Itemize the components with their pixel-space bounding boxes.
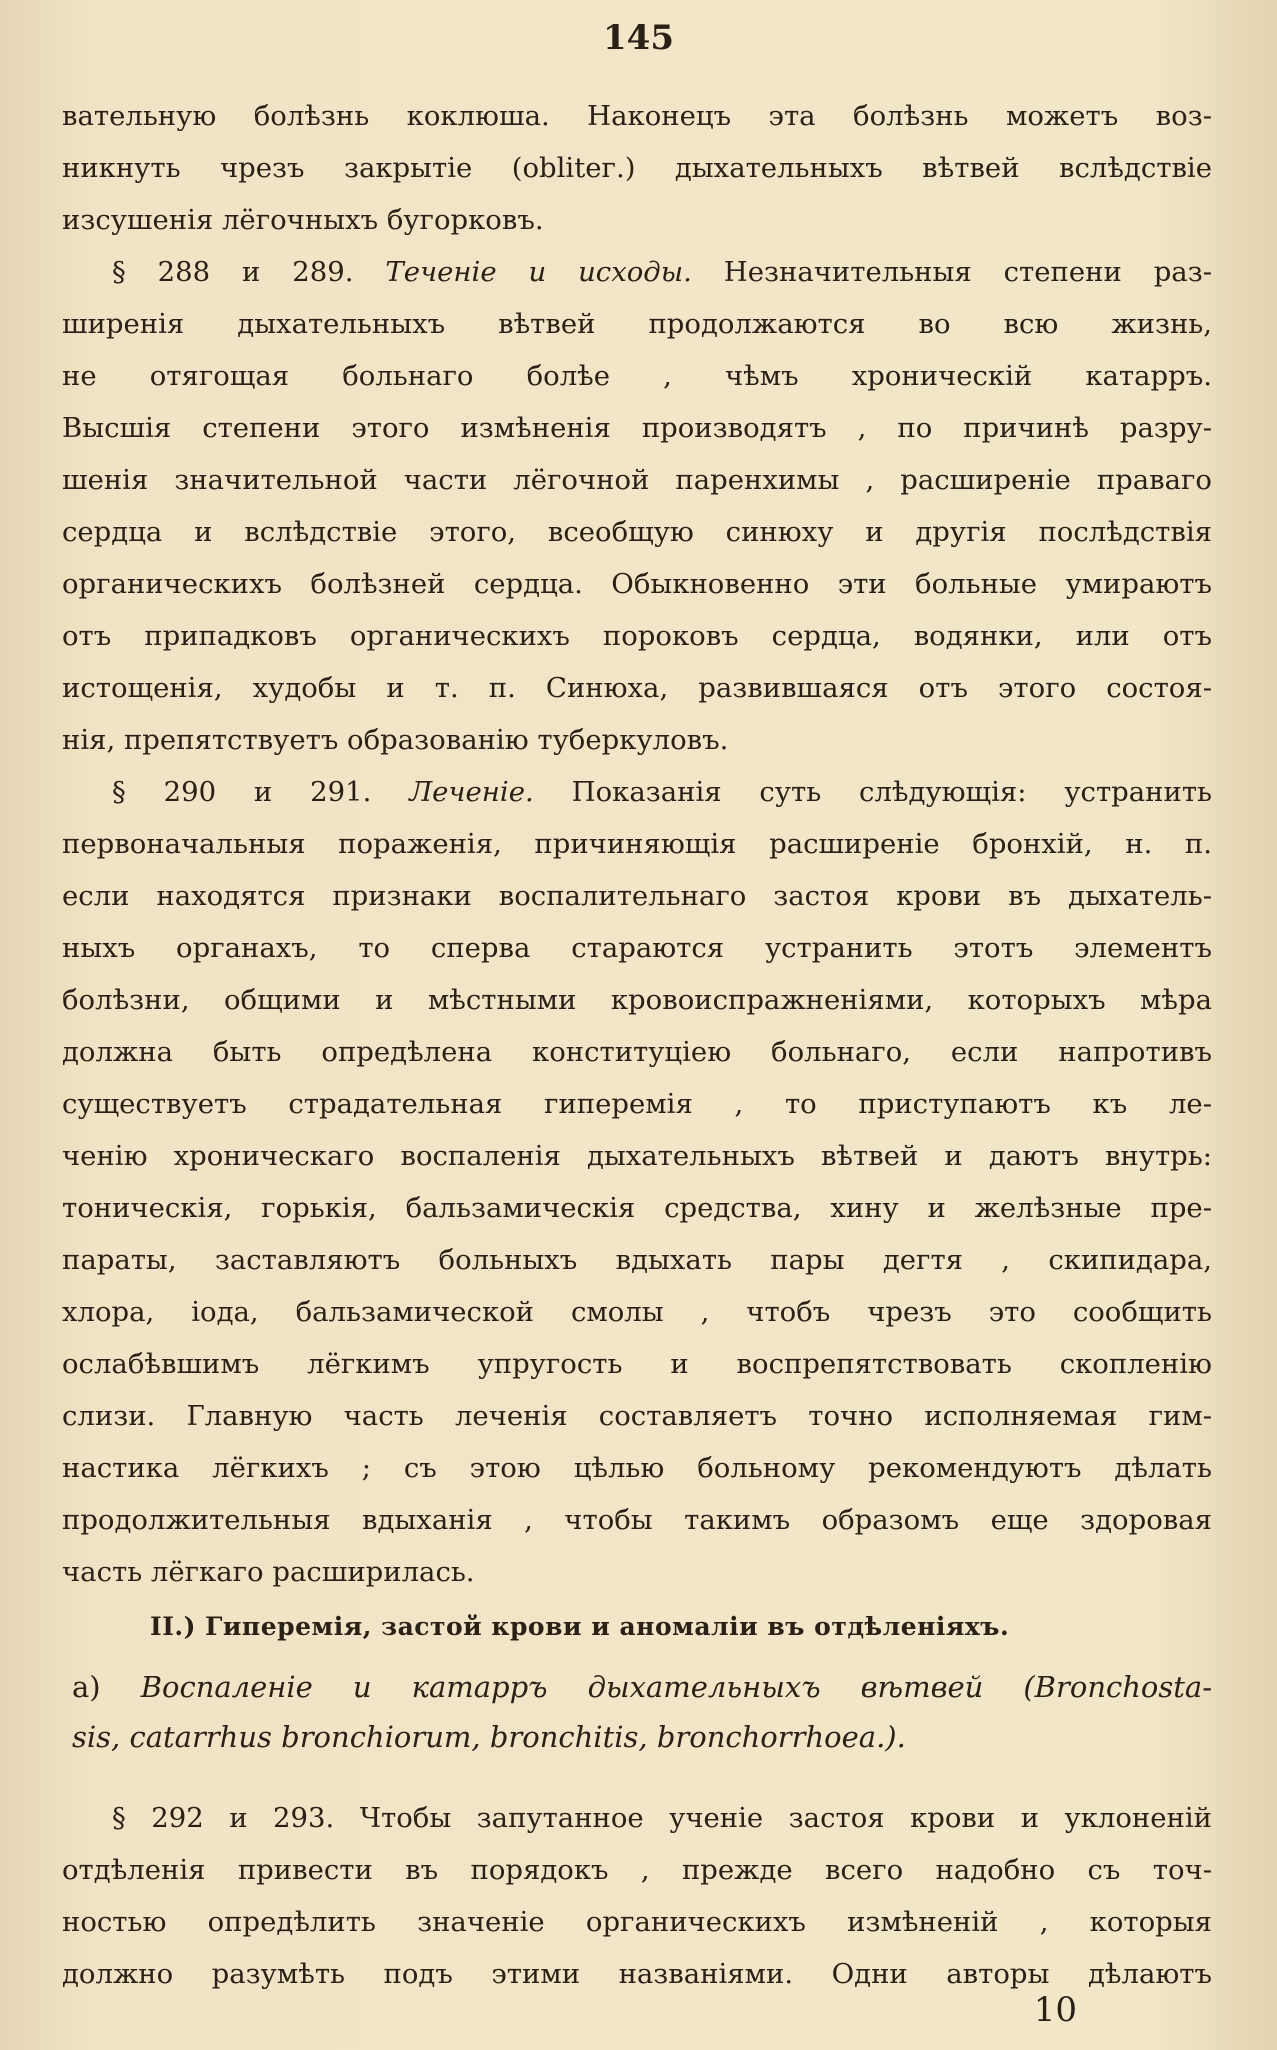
text-line: хлора, іода, бальзамической смолы , чтобъ чрезъ это сообщить [62,1296,1212,1328]
text-line: нія, препятствуетъ образованію туберкуловъ. [62,724,729,756]
section-number: § 288 и 289. [112,256,354,288]
text-line: если находятся признаки воспалительнаго застоя крови въ дыхатель- [62,880,1212,912]
text-line: отъ припадковъ органическихъ пороковъ сердца, водянки, или отъ [62,620,1212,652]
text-fragment: Чтобы запутанное ученіе застоя крови и уклоненій [359,1802,1212,1834]
text-block-main [62,90,1212,1598]
text-line: шенія значительной части лёгочной паренхимы , расширеніе праваго [62,464,1212,496]
text-line: часть лёгкаго расширилась. [62,1556,475,1588]
section-290-first-line [62,766,1212,818]
text-line: отдѣленія привести въ порядокъ , прежде всего надобно съ точ- [62,1854,1212,1886]
section-number: § 290 и 291. [112,776,372,808]
text-line: продолжительныя вдыханія , чтобы такимъ образомъ еще здоровая [62,1504,1212,1536]
text-line: никнуть чрезъ закрытіе (oblitег.) дыхательныхъ вѣтвей вслѣдствіе [62,152,1212,184]
subsection-line-2: sis, catarrhus bronchiorum, bronchitis, bronchorrhoea.). [72,1720,906,1754]
signature-mark: 10 [1033,1990,1077,2030]
subsection-title: Воспаленіе и катарръ дыхательныхъ вѣтвей (Bronchosta- [140,1670,1212,1704]
text-line: ченію хроническаго воспаленія дыхательныхъ вѣтвей и даютъ внутрь: [62,1140,1212,1172]
subsection-marker: a) [72,1670,101,1704]
section-292-first-line [62,1792,1212,1844]
chapter-heading: II.) Гиперемія, застой крови и аномаліи въ отдѣленіяхъ. [150,1612,1010,1641]
text-line: первоначальныя пораженія, причиняющія расширеніе бронхій, н. п. [62,828,1212,860]
text-line: вательную болѣзнь коклюша. Наконецъ эта болѣзнь можетъ воз- [62,100,1212,132]
section-title: Теченіе и исходы. [385,256,692,288]
text-fragment: Показанія суть слѣдующія: устранить [571,776,1213,808]
text-line: тоническія, горькія, бальзамическія средства, хину и желѣзные пре- [62,1192,1212,1224]
text-line: ширенія дыхательныхъ вѣтвей продолжаются во всю жизнь, [62,308,1212,340]
text-line: сердца и вслѣдствіе этого, всеобщую синюху и другія послѣдствія [62,516,1212,548]
section-288-first-line [62,246,1212,298]
section-number: § 292 и 293. [112,1802,335,1834]
text-line: настика лёгкихъ ; съ этою цѣлью больному рекомендуютъ дѣлать [62,1452,1212,1484]
page-number: 145 [603,18,674,58]
text-line: истощенія, худобы и т. п. Синюха, развившаяся отъ этого состоя- [62,672,1212,704]
text-fragment: Незначительныя степени раз- [723,256,1212,288]
text-line: изсушенія лёгочныхъ бугорковъ. [62,204,544,236]
subsection-line-1 [72,1662,1212,1712]
text-line: не отягощая больнаго болѣе , чѣмъ хроническій катарръ. [62,360,1212,392]
text-line: органическихъ болѣзней сердца. Обыкновенно эти больные умираютъ [62,568,1212,600]
text-line: должна быть опредѣлена конституціею больнаго, если напротивъ [62,1036,1212,1068]
text-line: ностью опредѣлить значеніе органическихъ измѣненій , которыя [62,1906,1212,1938]
section-title: Леченіе. [409,776,534,808]
text-line: должно разумѣть подъ этими названіями. Одни авторы дѣлаютъ [62,1958,1212,1990]
text-line: параты, заставляютъ больныхъ вдыхать пары дегтя , скипидара, [62,1244,1212,1276]
text-block-bottom [62,1792,1212,2000]
subsection-heading [72,1662,1212,1762]
text-line: Высшія степени этого измѣненія производятъ , по причинѣ разру- [62,412,1212,444]
text-line: болѣзни, общими и мѣстными кровоиспражненіями, которыхъ мѣра [62,984,1212,1016]
text-line: существуетъ страдательная гиперемія , то приступаютъ къ ле- [62,1088,1212,1120]
text-line: ныхъ органахъ, то сперва стараются устранить этотъ элементъ [62,932,1212,964]
text-line: ослабѣвшимъ лёгкимъ упругость и воспрепятствовать скопленію [62,1348,1212,1380]
text-line: слизи. Главную часть леченія составляетъ точно исполняемая гим- [62,1400,1212,1432]
